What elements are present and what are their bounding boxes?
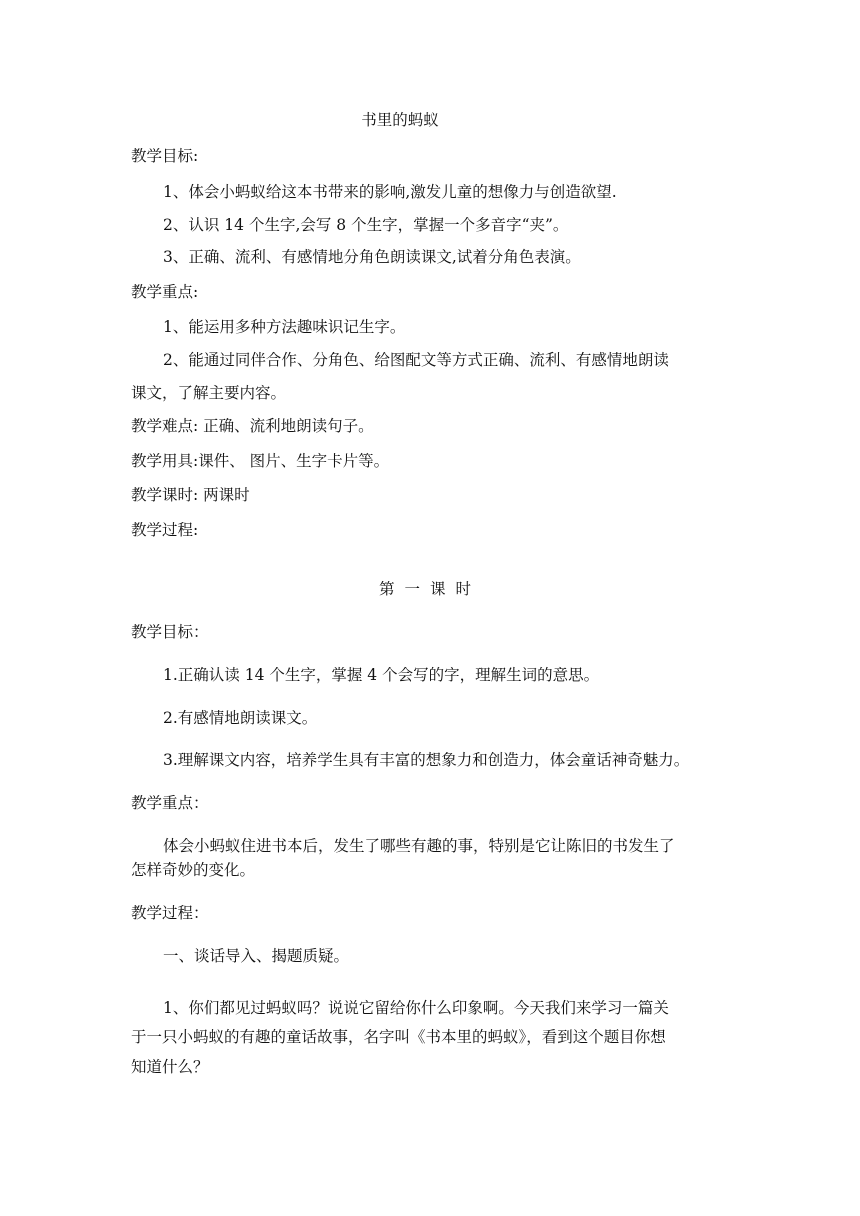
difficulty-line: 教学难点: 正确、流利地朗读句子。 <box>131 417 374 435</box>
objective-item: 3、正确、流利、有感情地分角色朗读课文,试着分角色表演。 <box>163 248 581 266</box>
key-point-item-continued: 课文，了解主要内容。 <box>131 384 287 402</box>
document-title: 书里的蚂蚁 <box>361 111 439 129</box>
key-point-item: 1、能运用多种方法趣味识记生字。 <box>163 318 406 336</box>
periods-line: 教学课时: 两课时 <box>131 486 250 504</box>
lesson-heading: 第一课时 <box>378 580 481 598</box>
lesson-key-point-text: 体会小蚂蚁住进书本后，发生了哪些有趣的事，特别是它让陈旧的书发生了 <box>163 837 675 855</box>
lesson-process-heading: 教学过程： <box>131 904 209 922</box>
lesson-objectives-heading: 教学目标： <box>131 623 209 641</box>
objectives-heading: 教学目标: <box>131 147 199 165</box>
objective-item: 2、认识 14 个生字,会写 8 个生字，掌握一个多音字“夹”。 <box>163 216 569 234</box>
step-paragraph-line: 1、你们都见过蚂蚁吗？说说它留给你什么印象啊。今天我们来学习一篇关 <box>163 999 669 1017</box>
step-heading: 一、谈话导入、揭题质疑。 <box>163 947 350 965</box>
key-points-heading: 教学重点: <box>131 283 199 301</box>
step-paragraph-line: 于一只小蚂蚁的有趣的童话故事，名字叫《书本里的蚂蚁》，看到这个题目你想 <box>131 1028 666 1046</box>
process-heading: 教学过程: <box>131 521 199 539</box>
step-paragraph-line: 知道什么？ <box>131 1058 209 1076</box>
key-point-item: 2、能通过同伴合作、分角色、给图配文等方式正确、流利、有感情地朗读 <box>163 351 669 369</box>
lesson-key-points-heading: 教学重点： <box>131 794 209 812</box>
lesson-objective-item: 2.有感情地朗读课文。 <box>163 709 318 727</box>
tools-line: 教学用具:课件、 图片、生字卡片等。 <box>131 452 390 470</box>
objective-item: 1、体会小蚂蚁给这本书带来的影响,激发儿童的想像力与创造欲望. <box>163 183 617 201</box>
lesson-key-point-text-continued: 怎样奇妙的变化。 <box>131 861 256 879</box>
lesson-objective-item: 1.正确认读 14 个生字，掌握 4 个会写的字，理解生词的意思。 <box>163 666 600 684</box>
lesson-objective-item: 3.理解课文内容，培养学生具有丰富的想象力和创造力，体会童话神奇魅力。 <box>163 751 690 769</box>
